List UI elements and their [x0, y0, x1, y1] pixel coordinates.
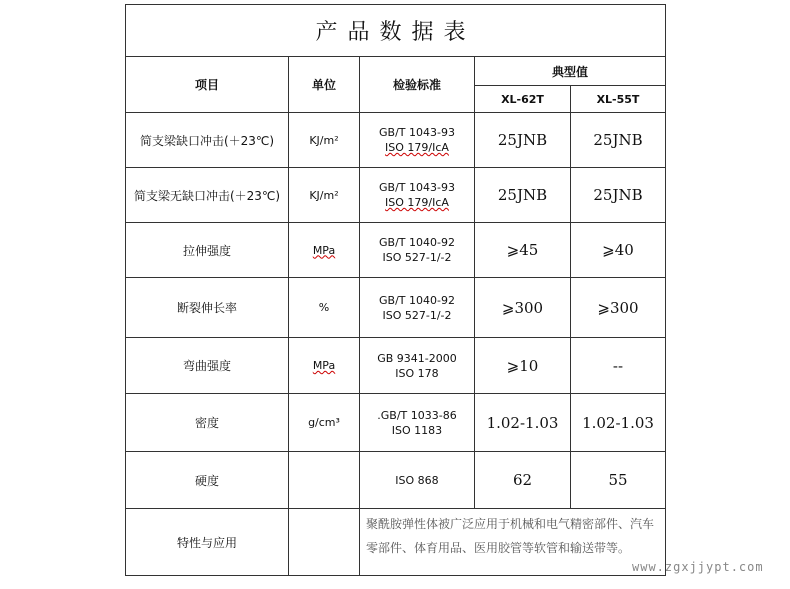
standard-line-1: ISO 868 [395, 473, 439, 487]
row-standard [360, 452, 475, 509]
row-value-xl55t: 55 [571, 452, 666, 509]
product-data-table [125, 4, 666, 576]
row-item: 硬度 [126, 452, 289, 509]
site-watermark: www.zgxjjypt.com [632, 560, 764, 574]
row-value-xl55t: 25JNB [571, 113, 666, 168]
row-value-xl62t: ⩾300 [475, 278, 571, 338]
table-row [126, 394, 666, 452]
row-standard [360, 223, 475, 278]
table-row [126, 278, 666, 338]
header-typical: 典型值 [475, 57, 666, 86]
header-grade-xl62t: XL-62T [475, 86, 571, 113]
header-item: 项目 [126, 57, 289, 113]
table-row [126, 113, 666, 168]
table-row [126, 223, 666, 278]
row-item: 密度 [126, 394, 289, 452]
standard-line-1: GB/T 1040-92 [379, 293, 455, 307]
standard-line-2: ISO 178 [395, 366, 439, 380]
row-standard [360, 394, 475, 452]
header-unit: 单位 [289, 57, 360, 113]
standard-line-2: ISO 1183 [391, 423, 443, 437]
row-item: 断裂伸长率 [126, 278, 289, 338]
row-value-xl62t: ⩾45 [475, 223, 571, 278]
row-standard [360, 338, 475, 394]
table-row [126, 452, 666, 509]
standard-line-2: ISO 527-1/-2 [382, 308, 452, 322]
application-label: 特性与应用 [126, 509, 289, 576]
table-row [126, 168, 666, 223]
row-value-xl55t: ⩾40 [571, 223, 666, 278]
row-unit: g/cm³ [289, 394, 360, 452]
row-value-xl55t: -- [571, 338, 666, 394]
row-value-xl62t: 62 [475, 452, 571, 509]
standard-line-2: ISO 527-1/-2 [382, 251, 452, 264]
row-value-xl62t: ⩾10 [475, 338, 571, 394]
row-value-xl55t: ⩾300 [571, 278, 666, 338]
row-item: 简支梁缺口冲击(＋23℃) [126, 113, 289, 168]
row-unit: % [289, 278, 360, 338]
row-unit [289, 338, 360, 394]
row-item: 弯曲强度 [126, 338, 289, 394]
row-unit: KJ/m² [289, 113, 360, 168]
row-standard [360, 278, 475, 338]
row-item: 简支梁无缺口冲击(＋23℃) [126, 168, 289, 223]
standard-line-2: ISO 179/IcA [385, 141, 449, 154]
standard-line-1: .GB/T 1033-86 [377, 408, 457, 422]
standard-line-2: ISO 179/IcA [385, 196, 449, 209]
unit-text: MPa [312, 243, 336, 257]
standard-line-1: GB/T 1043-93 [379, 181, 455, 194]
row-value-xl62t: 25JNB [475, 113, 571, 168]
unit-text: MPa [312, 359, 336, 372]
row-standard [360, 168, 475, 223]
row-unit [289, 452, 360, 509]
row-value-xl62t: 1.02-1.03 [475, 394, 571, 452]
row-unit [289, 509, 360, 576]
header-standard: 检验标准 [360, 57, 475, 113]
row-item: 拉伸强度 [126, 223, 289, 278]
application-text: 聚酰胺弹性体被广泛应用于机械和电气精密部件、汽车零部件、体育用品、医用胶管等软管和输送带等。 [360, 509, 666, 576]
standard-line-1: GB/T 1040-92 [379, 236, 455, 249]
row-value-xl55t: 1.02-1.03 [571, 394, 666, 452]
row-unit: KJ/m² [289, 168, 360, 223]
row-standard [360, 113, 475, 168]
table-title: 产品数据表 [126, 5, 666, 57]
table-row [126, 338, 666, 394]
standard-line-1: GB 9341-2000 [377, 351, 457, 365]
header-grade-xl55t: XL-55T [571, 86, 666, 113]
row-value-xl62t: 25JNB [475, 168, 571, 223]
table-row [126, 509, 666, 576]
row-value-xl55t: 25JNB [571, 168, 666, 223]
row-unit [289, 223, 360, 278]
standard-line-1: GB/T 1043-93 [379, 126, 455, 139]
